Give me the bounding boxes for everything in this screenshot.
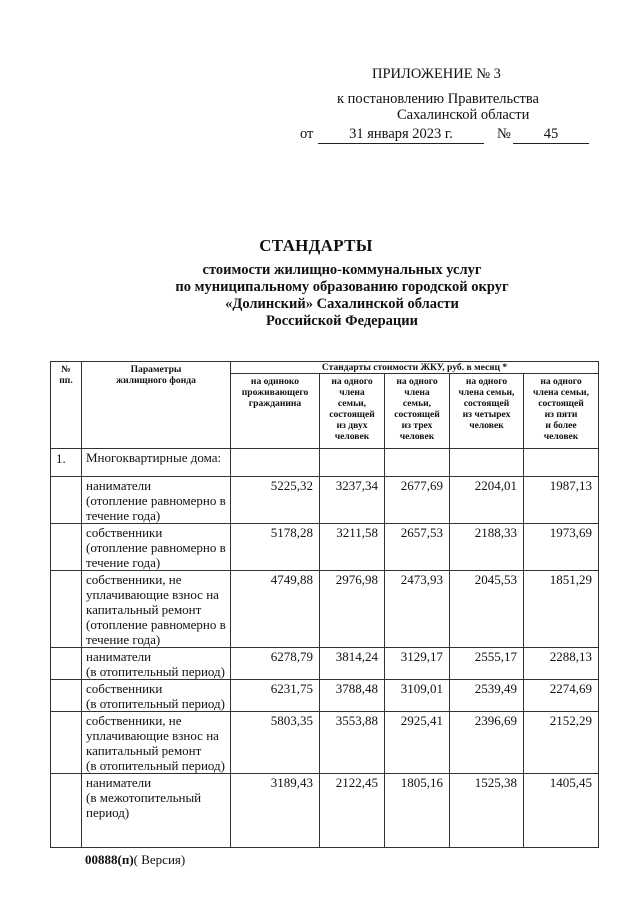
document-subtitle: [100, 262, 584, 330]
row-value: 6278,79: [231, 648, 320, 680]
row-label: собственники (отопление равномерно в течение года): [82, 524, 231, 571]
header-family-5: на одного члена семьи, состоящей из пяти и более человек: [524, 374, 599, 449]
header-family-2: на одного члена семьи, состоящей из двух человек: [320, 374, 385, 449]
footer: [85, 852, 185, 868]
subtitle-line: Российской Федерации: [265, 313, 418, 329]
row-value: 2152,29: [524, 712, 599, 774]
row-value: 2677,69: [385, 477, 450, 524]
row-value: 3553,88: [320, 712, 385, 774]
row-value: 2045,53: [450, 571, 524, 648]
row-value: 2288,13: [524, 648, 599, 680]
row-value: 3109,01: [385, 680, 450, 712]
table-row: [51, 571, 599, 648]
appendix-title: ПРИЛОЖЕНИЕ № 3: [372, 66, 501, 82]
row-value: 2657,53: [385, 524, 450, 571]
row-value: 2122,45: [320, 774, 385, 848]
table-row: [51, 477, 599, 524]
table-row: [51, 648, 599, 680]
row-value: 1851,29: [524, 571, 599, 648]
footer-version: ( Версия): [133, 852, 186, 867]
row-label: собственники, не уплачивающие взнос на капитальный ремонт (в отопительный период): [82, 712, 231, 774]
table-row: [51, 680, 599, 712]
row-value: 3237,34: [320, 477, 385, 524]
table-row: [51, 712, 599, 774]
row-label: собственники (в отопительный период): [82, 680, 231, 712]
header-single: на одиноко проживающего гражданина: [231, 374, 320, 449]
row-value: 1525,38: [450, 774, 524, 848]
header-family-4: на одного члена семьи, состоящей из четырех человек: [450, 374, 524, 449]
subtitle-line: стоимости жилищно-коммунальных услуг: [202, 262, 482, 278]
appendix-region-line: Сахалинской области: [397, 107, 530, 123]
row-label: наниматели (отопление равномерно в течение года): [82, 477, 231, 524]
table-row: [51, 524, 599, 571]
appendix-number: 45: [513, 126, 589, 144]
row-value: 2396,69: [450, 712, 524, 774]
table-row: [51, 774, 599, 848]
subtitle-line: «Долинский» Сахалинской области: [225, 296, 459, 312]
row-label: собственники, не уплачивающие взнос на капитальный ремонт (отопление равномерно в течение года): [82, 571, 231, 648]
row-value: 3189,43: [231, 774, 320, 848]
row-value: 2204,01: [450, 477, 524, 524]
row-value: 5803,35: [231, 712, 320, 774]
row-value: 2274,69: [524, 680, 599, 712]
row-value: 1973,69: [524, 524, 599, 571]
subtitle-line: по муниципальному образованию городской округ: [175, 279, 509, 295]
row-value: 3788,48: [320, 680, 385, 712]
row-value: 5178,28: [231, 524, 320, 571]
appendix-from-label: от: [300, 126, 314, 142]
row-value: 2976,98: [320, 571, 385, 648]
row-label: наниматели (в межотопительный период): [82, 774, 231, 848]
section-row: [51, 449, 599, 477]
row-label: наниматели (в отопительный период): [82, 648, 231, 680]
header-standards-group: Стандарты стоимости ЖКУ, руб. в месяц *: [231, 362, 599, 374]
row-value: 2473,93: [385, 571, 450, 648]
row-value: 1405,45: [524, 774, 599, 848]
row-value: 1805,16: [385, 774, 450, 848]
row-value: 5225,32: [231, 477, 320, 524]
standards-table: [50, 361, 599, 848]
appendix-resolution-line: к постановлению Правительства: [337, 91, 539, 107]
row-value: 4749,88: [231, 571, 320, 648]
appendix-date: 31 января 2023 г.: [318, 126, 484, 144]
appendix-number-label: №: [497, 126, 511, 142]
row-value: 3814,24: [320, 648, 385, 680]
row-value: 2925,41: [385, 712, 450, 774]
row-value: 6231,75: [231, 680, 320, 712]
row-value: 3211,58: [320, 524, 385, 571]
header-number: № пп.: [51, 362, 82, 449]
document-title: СТАНДАРТЫ: [259, 236, 373, 255]
footer-code: 00888(п): [85, 852, 134, 867]
row-value: 2555,17: [450, 648, 524, 680]
row-value: 1987,13: [524, 477, 599, 524]
row-value: 2539,49: [450, 680, 524, 712]
section-label: Многоквартирные дома:: [82, 449, 231, 477]
section-number: 1.: [51, 449, 82, 477]
header-family-3: на одного члена семьи, состоящей из трех человек: [385, 374, 450, 449]
row-value: 3129,17: [385, 648, 450, 680]
row-value: 2188,33: [450, 524, 524, 571]
header-parameters: Параметры жилищного фонда: [82, 362, 231, 449]
